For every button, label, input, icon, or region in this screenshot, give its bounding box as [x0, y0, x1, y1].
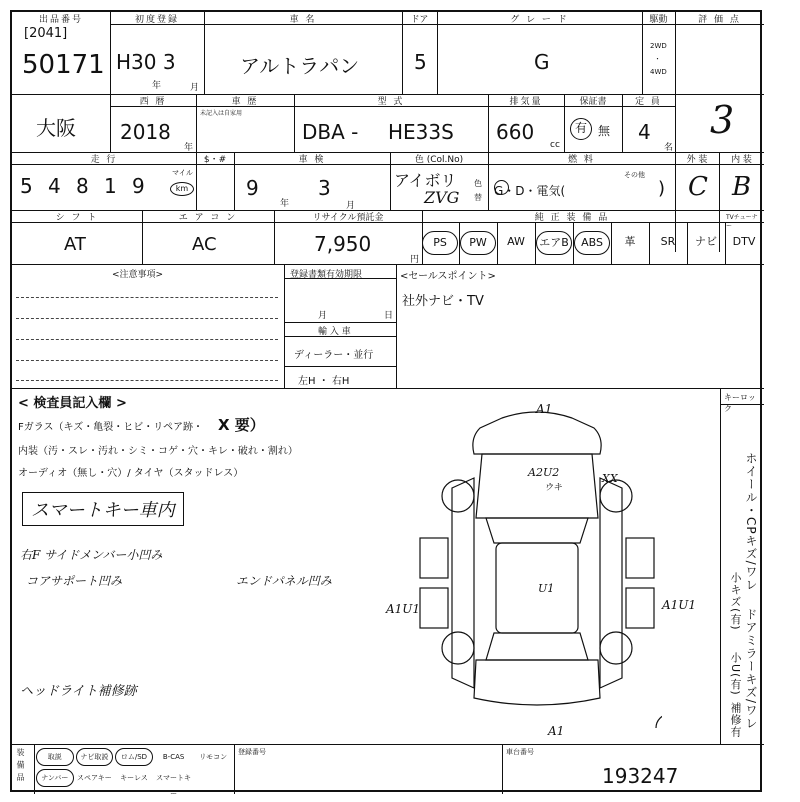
- unit-label: $・#: [203, 155, 227, 165]
- footer-equipment-item: B-CAS: [162, 753, 185, 761]
- hood-shape: [476, 454, 598, 518]
- footer-equipment: [36, 748, 234, 798]
- inspector-note-3: エンドパネル凹み: [236, 574, 332, 588]
- divider: [649, 222, 650, 264]
- capacity-label: 定 員: [635, 97, 662, 107]
- windshield-shape: [486, 518, 588, 543]
- recycle-label: リサイクル預託金: [312, 213, 384, 223]
- warranty-yes: 有: [570, 118, 592, 140]
- mark-hood-2: ウキ: [544, 483, 563, 493]
- glass-mark: X 要）: [218, 416, 265, 434]
- first-reg-label: 初度登録: [134, 15, 179, 25]
- mileage-digit: 5: [20, 174, 33, 198]
- inspector-note-4: ヘッドライト補修跡: [20, 684, 137, 699]
- tv-label: TVチューナー: [726, 214, 758, 230]
- mark-front: A1: [536, 402, 553, 416]
- divider: [720, 388, 721, 744]
- row4-bottom-line: [12, 264, 764, 265]
- spare-wheel-shape: [656, 714, 662, 728]
- chassis-number: 193247: [602, 764, 679, 788]
- footer-equipment-item: スペアキー: [77, 774, 112, 782]
- dashed-line: [16, 360, 278, 361]
- equipment-item: DTV: [732, 235, 756, 248]
- steering: 左H ・ 右H: [298, 376, 350, 387]
- displacement-label: 排気量: [509, 97, 543, 107]
- aircon-value: AC: [192, 234, 217, 255]
- drive-2wd: 2WD: [650, 42, 667, 50]
- car-name: アルトラパン: [240, 54, 360, 78]
- western-year: 2018: [120, 120, 171, 144]
- drive-dot: ・: [654, 55, 661, 63]
- mark-roof: U1: [538, 582, 555, 595]
- rear-shape: [474, 660, 600, 705]
- header-line: [284, 322, 396, 323]
- divider: [284, 264, 285, 388]
- divider: [497, 222, 498, 264]
- equipment-item: PS: [422, 231, 458, 255]
- reg-number-label: 登録番号: [238, 748, 266, 756]
- month-unit: 月: [346, 201, 356, 211]
- month-unit: 月: [190, 83, 200, 93]
- inspector-title: < 検査員記入欄 >: [18, 396, 127, 411]
- right-note-2: 小キズ(有): [729, 572, 742, 631]
- interior-label: 内 装: [731, 155, 752, 165]
- equipment-row: [422, 222, 764, 264]
- color-change-1: 色: [474, 179, 482, 188]
- right-note-3: ドアミラーキズ/ワレ: [744, 608, 758, 731]
- right-note-4: 小U(有): [729, 652, 742, 696]
- grade-label: グ レ ー ド: [510, 15, 569, 25]
- mark-hood: A2U2: [528, 466, 560, 479]
- mark-left: A1U1: [386, 602, 421, 616]
- right-note-5: 補修有: [729, 702, 742, 738]
- footer-equipment-item: キーレス: [120, 774, 148, 782]
- displacement: 660: [496, 120, 535, 144]
- exterior-label: 外 装: [686, 155, 708, 165]
- mark-xx: XX: [602, 472, 618, 485]
- lot-label: 出品番号: [38, 15, 83, 25]
- interior-line: 内装（汚・スレ・汚れ・シミ・コゲ・穴・キレ・破れ・割れ）: [18, 446, 298, 457]
- aircon-label: エ ア コ ン: [178, 213, 238, 223]
- roof-shape: [496, 543, 578, 633]
- mileage-digit: 8: [76, 174, 89, 198]
- shift-value: AT: [64, 234, 86, 255]
- front-bumper-shape: [473, 412, 601, 454]
- equipment-item: ABS: [574, 231, 610, 255]
- history-label: 車 歴: [231, 97, 259, 107]
- equipment-item: SR: [660, 235, 676, 248]
- footer-equipment-item: 取説: [36, 748, 74, 766]
- chassis-label: 車台番号: [506, 748, 534, 756]
- mileage-digit: 1: [104, 174, 117, 198]
- warranty-label: 保証書: [579, 97, 607, 107]
- model-label: 型 式: [377, 97, 405, 107]
- cc-unit: cc: [550, 140, 560, 150]
- capacity: 4: [638, 120, 651, 144]
- km-label: km: [170, 182, 194, 196]
- exterior-value: C: [688, 172, 708, 202]
- capacity-unit: 名: [664, 143, 674, 153]
- western-year-label: 西 暦: [139, 97, 167, 107]
- mark-rear: A1: [548, 724, 565, 738]
- equipment-item: ナビ: [695, 235, 717, 248]
- fuel-label: 燃 料: [568, 155, 595, 165]
- left-rear-door-shape: [420, 588, 448, 628]
- divider: [396, 264, 397, 388]
- score-value: 3: [710, 98, 735, 142]
- right-front-door-shape: [626, 538, 654, 578]
- mileage-label: 走 行: [90, 155, 118, 165]
- dashed-line: [16, 380, 278, 381]
- color-label: 色 (Col.No): [414, 155, 464, 165]
- audio-line: オーディオ（無し・穴）/ タイヤ（スタッドレス）: [18, 468, 244, 479]
- inspection-label: 車 検: [298, 155, 326, 165]
- divider: [725, 222, 726, 264]
- glass-line: Fガラス（キズ・亀裂・ヒビ・リペア跡・: [18, 422, 204, 433]
- dashed-line: [16, 318, 278, 319]
- color-change-2: 替: [474, 193, 482, 202]
- dashed-line: [16, 339, 278, 340]
- sales-point: 社外ナビ・TV: [402, 294, 484, 309]
- car-name-label: 車 名: [289, 15, 317, 25]
- mile-label: マイル: [172, 169, 193, 177]
- fuel-close: ): [658, 178, 666, 199]
- inspector-note-1: 右F サイドメンバー小凹み: [20, 548, 163, 562]
- divider: [502, 744, 503, 794]
- equipment-item: AW: [507, 235, 525, 248]
- auction-sheet: [10, 10, 762, 798]
- equipment-label: 純 正 装 備 品: [534, 213, 610, 223]
- import-type: ディーラー・並行: [294, 350, 374, 361]
- divider: [535, 222, 536, 264]
- inspector-note-2: コアサポート凹み: [26, 574, 123, 588]
- left-front-door-shape: [420, 538, 448, 578]
- drive-4wd: 4WD: [650, 68, 667, 76]
- doors-value: 5: [414, 50, 427, 74]
- footer-equipment-item: ナンバー: [36, 769, 74, 787]
- first-reg-value: H30 3: [116, 50, 176, 74]
- model-code: HE33S: [388, 120, 454, 144]
- location: 大阪: [36, 116, 76, 140]
- grade-value: G: [534, 50, 550, 74]
- color-value: アイボリ: [394, 171, 457, 190]
- lot-number: 50171: [22, 50, 105, 80]
- inspection-year: 9: [246, 176, 259, 200]
- recycle-value: 7,950: [314, 232, 372, 256]
- footer-equipment-item: リモコン: [199, 753, 228, 761]
- interior-value: B: [732, 172, 752, 202]
- rear-right-wheel-shape: [600, 632, 632, 664]
- equipment-item: 革: [624, 235, 636, 248]
- year-unit: 年: [152, 81, 162, 91]
- header-line: [284, 336, 396, 337]
- divider: [459, 222, 460, 264]
- drive-label: 駆動: [649, 15, 668, 25]
- sales-label: <セールスポイント>: [400, 271, 496, 282]
- fuel-g-circle: [494, 180, 509, 195]
- color-code: ZVG: [424, 188, 460, 207]
- footer-equipment-item: ナビ取説: [76, 748, 114, 766]
- day-unit: 日: [384, 311, 394, 321]
- smart-key-note: スマートキー車内: [22, 492, 184, 526]
- right-side-shape: [600, 478, 622, 688]
- notes-bottom-line: [12, 388, 764, 389]
- model-prefix: DBA -: [302, 120, 359, 144]
- rear-glass-shape: [486, 633, 588, 660]
- mileage-digit: 9: [132, 174, 145, 198]
- mark-right: A1U1: [662, 598, 697, 612]
- lot-bracket: [2041]: [24, 26, 68, 41]
- left-side-shape: [452, 478, 474, 688]
- equipment-item: PW: [460, 231, 496, 255]
- mileage-digit: 4: [48, 174, 61, 198]
- inspection-month: 3: [318, 176, 331, 200]
- equipment-item: エアB: [536, 231, 572, 255]
- history-note: 未記入は自家用: [200, 110, 243, 117]
- score-label: 評 価 点: [698, 15, 741, 25]
- right-note-1: ホイール・CPキズ/ワレ: [744, 452, 758, 592]
- divider: [573, 222, 574, 264]
- footer-top-line: [12, 744, 764, 745]
- rear-left-wheel-shape: [442, 632, 474, 664]
- right-rear-door-shape: [626, 588, 654, 628]
- reg-expiry-label: 登録書類有効期限: [290, 270, 363, 280]
- fuel-options: G・D・電気(: [494, 184, 566, 198]
- shift-label: シ フ ト: [55, 213, 99, 223]
- key-label: キーロック: [724, 393, 756, 413]
- caution-label: <注意事項>: [112, 270, 164, 280]
- divider: [234, 744, 235, 794]
- month-unit: 月: [318, 311, 328, 321]
- divider: [611, 222, 612, 264]
- doors-label: ドア: [410, 15, 429, 25]
- divider: [687, 222, 688, 264]
- year-unit: 年: [280, 199, 290, 209]
- footer-equipment-item: ロム/SD: [115, 748, 153, 766]
- header-line: [284, 366, 396, 367]
- warranty-no: 無: [598, 124, 611, 138]
- divider: [34, 744, 35, 794]
- year-unit: 年: [184, 143, 194, 153]
- import-label: 輸 入 車: [318, 327, 351, 337]
- dashed-line: [16, 297, 278, 298]
- car-damage-diagram: [412, 398, 662, 728]
- footer-side-label: 装 備 品: [16, 748, 25, 783]
- yen-unit: 円: [410, 255, 420, 265]
- fuel-other: その他: [624, 171, 645, 179]
- header-line: [284, 278, 396, 279]
- footer-equipment-item: スマートキー: [156, 774, 192, 798]
